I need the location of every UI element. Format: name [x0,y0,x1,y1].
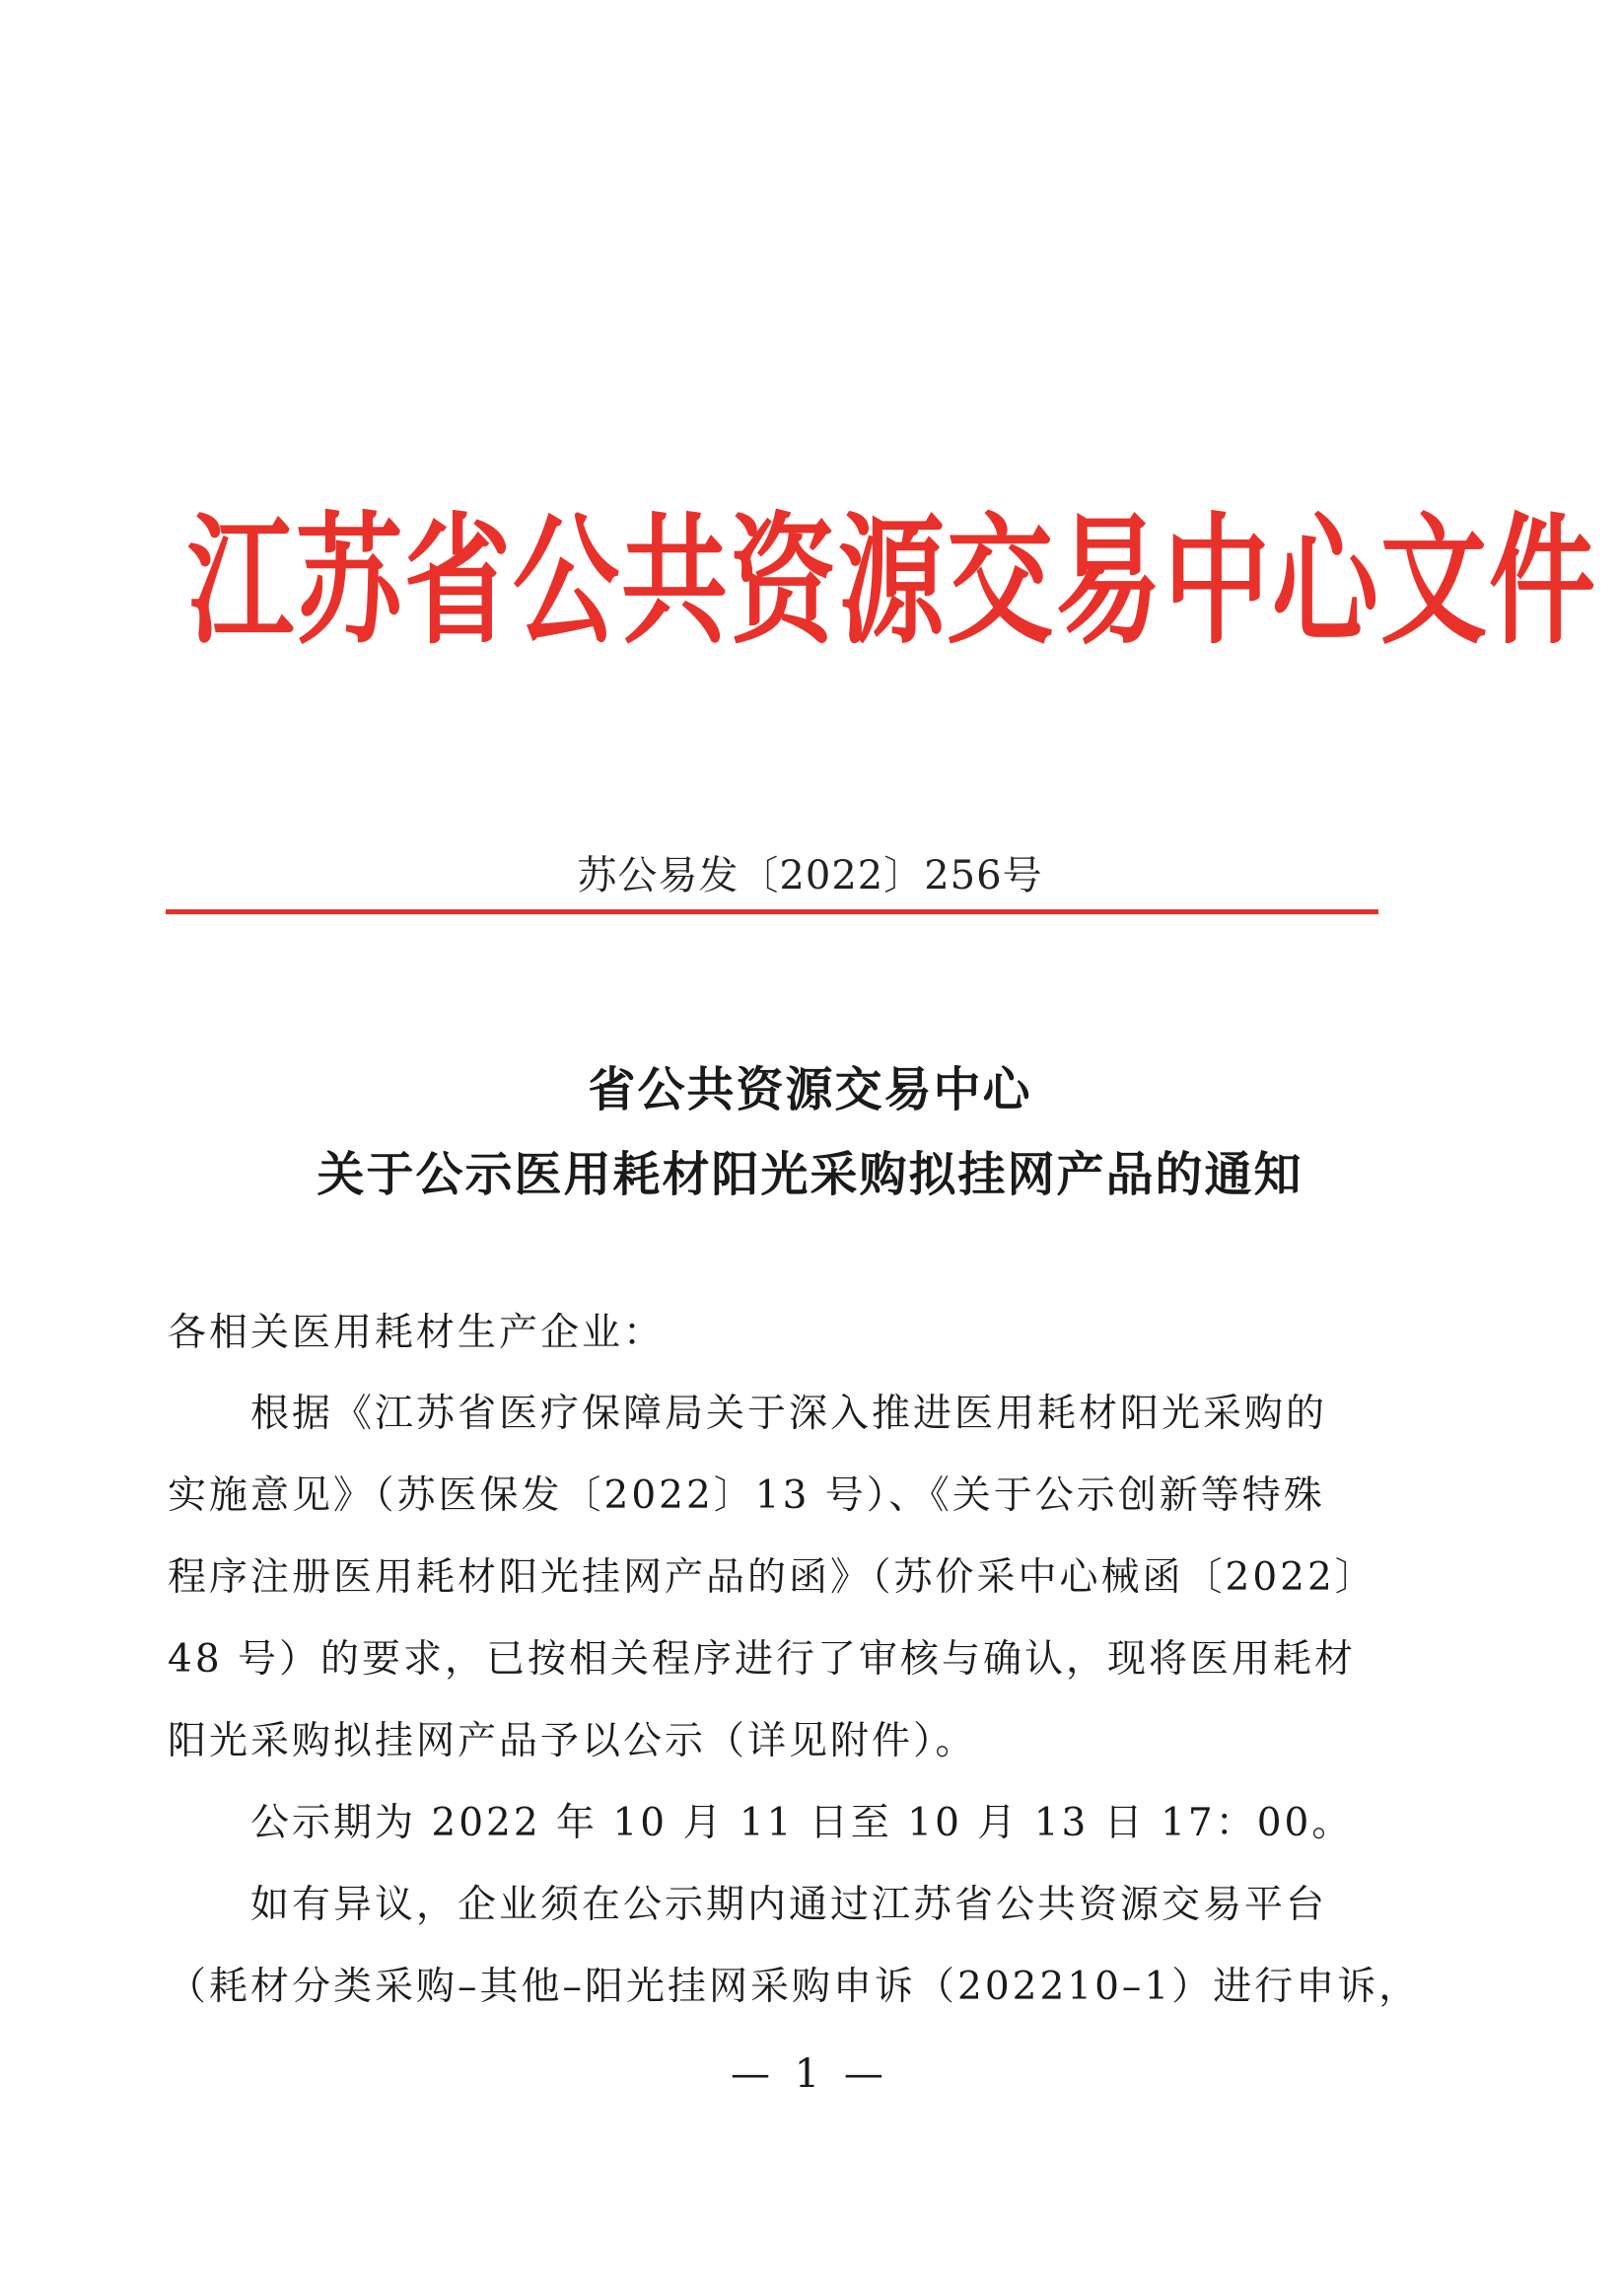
red-divider-line [166,909,1378,914]
paragraph-1-line-3: 程序注册医用耗材阳光挂网产品的函》（苏价采中心械函〔2022〕 [168,1555,1376,1600]
notice-title-line-1: 省公共资源交易中心 [588,1062,1032,1117]
page-number: — 1 — [731,2051,889,2097]
notice-title-line-2: 关于公示医用耗材阳光采购拟挂网产品的通知 [317,1147,1303,1202]
masthead-title: 江苏省公共资源交易中心文件 [187,501,1598,665]
salutation: 各相关医用耗材生产企业： [168,1311,666,1355]
paragraph-3-line-2: （耗材分类采购–其他–阳光挂网采购申诉（202210–1）进行申诉， [168,1965,1421,2009]
paragraph-1-line-4: 48 号）的要求，已按相关程序进行了审核与确认，现将医用耗材 [168,1637,1357,1682]
paragraph-1-line-5: 阳光采购拟挂网产品予以公示（详见附件）。 [168,1719,977,1763]
paragraph-3-line-1: 如有异议，企业须在公示期内通过江苏省公共资源交易平台 [250,1883,1328,1927]
paragraph-2: 公示期为 2022 年 10 月 11 日至 10 月 13 日 17：00。 [250,1801,1354,1845]
document-number: 苏公易发〔2022〕256号 [577,853,1043,898]
paragraph-1-line-2: 实施意见》（苏医保发〔2022〕13 号）、《关于公示创新等特殊 [168,1473,1325,1518]
paragraph-1-line-1: 根据《江苏省医疗保障局关于深入推进医用耗材阳光采购的 [250,1392,1328,1436]
